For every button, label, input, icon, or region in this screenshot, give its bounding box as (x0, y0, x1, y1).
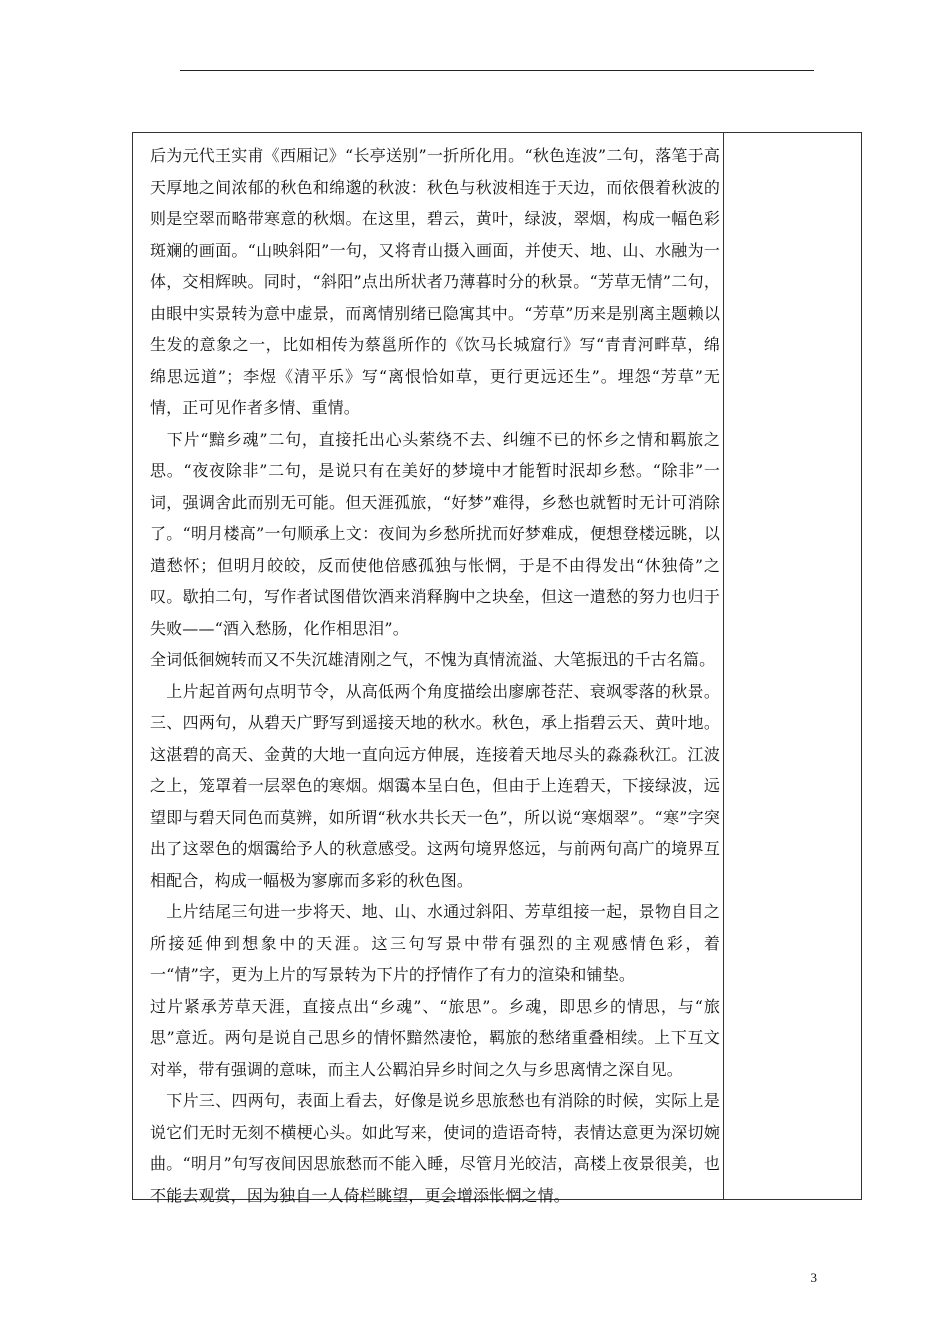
table-column-divider (723, 132, 724, 1200)
paragraph: 全词低徊婉转而又不失沉雄清刚之气，不愧为真情流溢、大笔振迅的千古名篇。 (150, 650, 716, 669)
text-cell (150, 140, 720, 1211)
paragraph: 下片三、四两句，表面上看去，好像是说乡思旅愁也有消除的时候，实际上是说它们无时无刻不横梗心头。如此写来，使词的造语奇特，表情达意更为深切婉曲。“明月”句写夜间因思旅愁而不能入睡，尽管月光皎洁，高楼上夜景很美，也不能去观赏，因为独自一人倚栏眺望，更会增添怅惘之情。 (150, 1091, 720, 1205)
page-number: 3 (810, 1270, 817, 1285)
paragraph: 上片起首两句点明节令，从高低两个角度描绘出廖廓苍茫、衰飒零落的秋景。三、四两句，从碧天广野写到遥接天地的秋水。秋色，承上指碧云天、黄叶地。这湛碧的高天、金黄的大地一直向远方伸展，连接着天地尽头的淼淼秋江。江波之上，笼罩着一层翠色的寒烟。烟霭本呈白色，但由于上连碧天，下接绿波，远望即与碧天同色而莫辨，如所谓“秋水共长天一色”，所以说“寒烟翠”。“寒”字突出了这翠色的烟霭给予人的秋意感受。这两句境界悠远，与前两句高广的境界互相配合，构成一幅极为寥廓而多彩的秋色图。 (150, 681, 720, 890)
paragraph: 后为元代王实甫《西厢记》“长亭送别”一折所化用。“秋色连波”二句，落笔于高天厚地之间浓郁的秋色和绵邈的秋波：秋色与秋波相连于天边，而依偎着秋波的则是空翠而略带寒意的秋烟。在这里，碧云，黄叶，绿波，翠烟，构成一幅色彩斑斓的画面。“山映斜阳”一句，又将青山摄入画面，并使天、地、山、水融为一体，交相辉映。同时，“斜阳”点出所状者乃薄暮时分的秋景。“芳草无情”二句，由眼中实景转为意中虚景，而离情别绪已隐寓其中。“芳草”历来是别离主题赖以生发的意象之一，比如相传为蔡邕所作的《饮马长城窟行》写“青青河畔草，绵绵思远道”；李煜《清平乐》写“离恨恰如草，更行更远还生”。埋怨“芳草”无情，正可见作者多情、重情。 (150, 146, 720, 417)
paragraph: 过片紧承芳草天涯，直接点出“乡魂”、“旅思”。乡魂，即思乡的情思，与“旅思”意近。两句是说自己思乡的情怀黯然凄怆，羁旅的愁绪重叠相续。上下互文对举，带有强调的意味，而主人公羁泊异乡时间之久与乡思离情之深自见。 (150, 996, 720, 1079)
paragraph: 上片结尾三句进一步将天、地、山、水通过斜阳、芳草组接一起，景物自目之所接延伸到想象中的天涯。这三句写景中带有强烈的主观感情色彩，着一“情”字，更为上片的写景转为下片的抒情作了有力的渲染和铺垫。 (150, 902, 720, 984)
header-rule (180, 70, 814, 71)
paragraph: 下片“黯乡魂”二句，直接托出心头萦绕不去、纠缠不已的怀乡之情和羁旅之思。“夜夜除非”二句，是说只有在美好的梦境中才能暂时泯却乡愁。“除非”一词，强调舍此而别无可能。但天涯孤旅，“好梦”难得，乡愁也就暂时无计可消除了。“明月楼高”一句顺承上文：夜间为乡愁所扰而好梦难成，便想登楼远眺，以遣愁怀；但明月皎皎，反而使他倍感孤独与怅惘，于是不由得发出“休独倚”之叹。歇拍二句，写作者试图借饮酒来消释胸中之块垒，但这一遣愁的努力也归于失败——“酒入愁肠，化作相思泪”。 (150, 429, 720, 638)
